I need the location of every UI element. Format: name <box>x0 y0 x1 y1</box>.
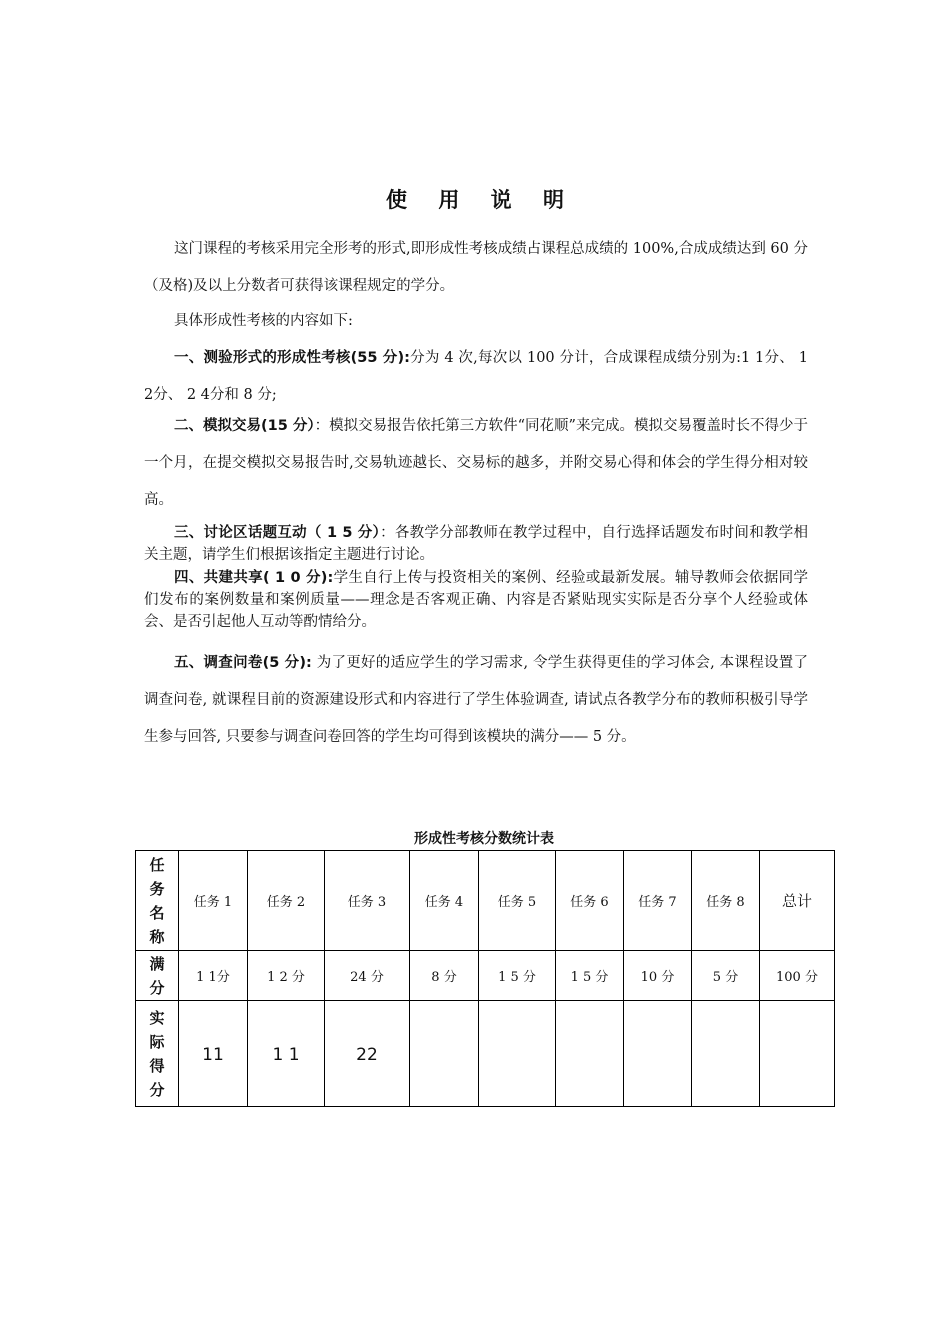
page-title: 使 用 说 明 <box>386 188 576 212</box>
table-row-task-names <box>136 851 835 951</box>
score-table <box>135 850 835 1107</box>
section-survey-heading: 五、调查问卷(5 分): <box>174 655 312 671</box>
section-sharing <box>144 567 808 633</box>
actual-score-cell <box>760 1001 835 1107</box>
section-quiz-text: 分为 4 次,每次以 100 分计，合成课程成绩分别为:1 1分、 1 2分、 2 4分和 8 分; <box>144 350 808 403</box>
section-sharing-heading: 四、共建共享( 1 0 分): <box>174 570 334 586</box>
full-score-cell: 1 2 分 <box>248 951 325 1001</box>
full-score-cell: 24 分 <box>325 951 410 1001</box>
actual-score-cell: 1 1 <box>248 1001 325 1107</box>
actual-score-cell <box>479 1001 556 1107</box>
row-header-task-name: 任 务 名 称 <box>136 851 179 951</box>
section-simulated-trading <box>144 408 808 519</box>
actual-score-cell <box>692 1001 760 1107</box>
actual-score-cell: 22 <box>325 1001 410 1107</box>
section-quiz-heading: 一、测验形式的形成性考核(55 分): <box>174 350 410 366</box>
task-name-cell: 任务 4 <box>410 851 479 951</box>
table-title: 形成性考核分数统计表 <box>414 831 554 847</box>
total-header-cell: 总计 <box>760 851 835 951</box>
content-intro-paragraph: 具体形成性考核的内容如下: <box>174 313 353 329</box>
actual-score-cell: 11 <box>179 1001 248 1107</box>
section-survey <box>144 645 808 756</box>
intro-paragraph: 这门课程的考核采用完全形考的形式,即形成性考核成绩占课程总成绩的 100%,合成成绩达到 60 分（及格)及以上分数者可获得该课程规定的学分。 <box>144 241 808 294</box>
task-name-cell: 任务 5 <box>479 851 556 951</box>
section-trading-heading: 二、模拟交易(15 分） <box>174 418 315 434</box>
actual-score-cell <box>556 1001 624 1107</box>
full-score-cell: 1 5 分 <box>479 951 556 1001</box>
section-trading-text: ：模拟交易报告依托第三方软件“同花顺”来完成。模拟交易覆盖时长不得少于一个月，在提交模拟交易报告时,交易轨迹越长、交易标的越多，并附交易心得和体会的学生得分相对较高。 <box>144 418 808 508</box>
actual-score-cell <box>624 1001 692 1107</box>
section-discussion <box>144 522 808 566</box>
row-header-full-score: 满 分 <box>136 951 179 1001</box>
row-header-actual-score: 实 际 得 分 <box>136 1001 179 1107</box>
task-name-cell: 任务 7 <box>624 851 692 951</box>
full-score-cell: 1 5 分 <box>556 951 624 1001</box>
table-row-actual-scores <box>136 1001 835 1107</box>
task-name-cell: 任务 6 <box>556 851 624 951</box>
section-sharing-text: 学生自行上传与投资相关的案例、经验或最新发展。辅导教师会依据同学们发布的案例数量和案例质量——理念是否客观正确、内容是否紧贴现实实际是否分享个人经验或体会、是否引起他人互动等酌情给分。 <box>144 570 809 630</box>
full-score-cell: 100 分 <box>760 951 835 1001</box>
section-discussion-heading: 三、讨论区话题互动（ 1 5 分） <box>174 525 381 541</box>
table-row-full-scores <box>136 951 835 1001</box>
section-discussion-text: ：各教学分部教师在教学过程中，自行选择话题发布时间和教学相关主题，请学生们根据该指定主题进行讨论。 <box>144 525 808 563</box>
actual-score-cell <box>410 1001 479 1107</box>
section-quiz <box>144 340 808 414</box>
task-name-cell: 任务 8 <box>692 851 760 951</box>
full-score-cell: 10 分 <box>624 951 692 1001</box>
full-score-cell: 1 1分 <box>179 951 248 1001</box>
full-score-cell: 8 分 <box>410 951 479 1001</box>
task-name-cell: 任务 1 <box>179 851 248 951</box>
task-name-cell: 任务 2 <box>248 851 325 951</box>
section-survey-text: 为了更好的适应学生的学习需求, 令学生获得更佳的学习体会, 本课程设置了调查问卷, 就课程目前的资源建设形式和内容进行了学生体验调查, 请试点各教学分布的教师积极引导学生参与回答, 只要参与调查问卷回答的学生均可得到该模块的满分—— 5 分。 <box>144 655 808 745</box>
task-name-cell: 任务 3 <box>325 851 410 951</box>
full-score-cell: 5 分 <box>692 951 760 1001</box>
